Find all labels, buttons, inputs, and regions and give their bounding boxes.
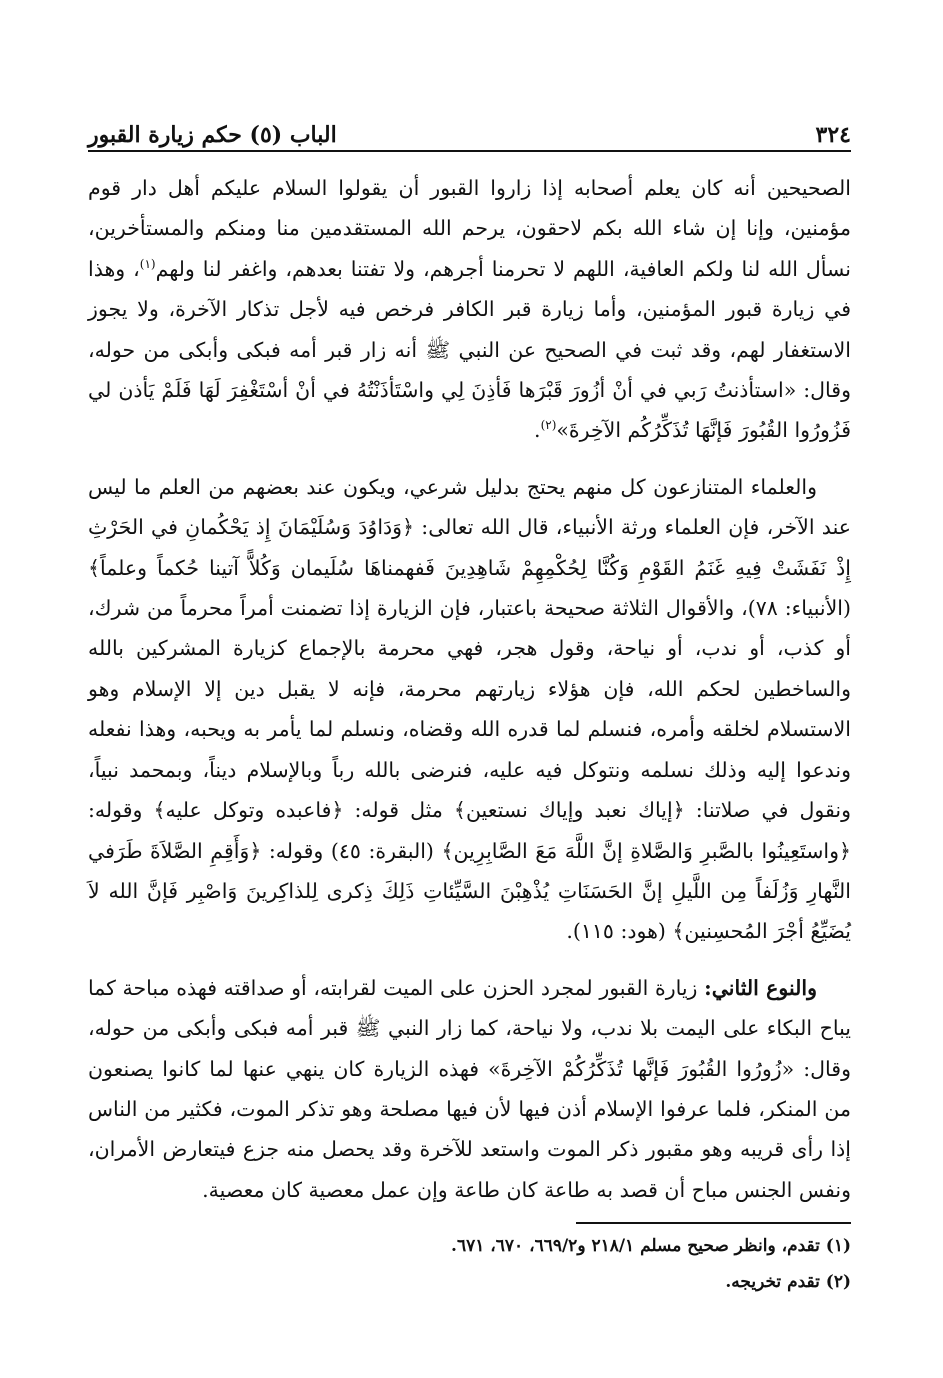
paragraph-3 — [88, 968, 851, 1210]
footnotes — [88, 1228, 851, 1300]
page-number: ٣٢٤ — [815, 122, 851, 148]
footnote-ref-1: (١) — [139, 256, 156, 271]
header-rule — [88, 150, 851, 152]
footnote-2: (٢) تقدم تخريجه. — [725, 1272, 851, 1292]
paragraph-1-part-b: ، وهذا في زيارة قبور المؤمنين، وأما زيارة قبر الكافر فرخص فيه لأجل تذكار الآخرة، ولا يجوز الاستغفار لهم، وقد ثبت في الصحيح عن النبي ﷺ أنه زار قبر أمه فبكى وأبكى من حوله، وقال: «استأذنتُ رَبي في أنْ أزُورَ قَبْرَها فَأذِنَ لِي واسْتَأذَنْتُهُ في أنْ أسْتَغْفِرَ لَهَا فَلَمْ يَأذن لي فَزُورُوا القُبُورَ فَإنَّهَا تُذَكِّرُكُم الآخِرةَ» — [88, 256, 851, 443]
running-head — [88, 112, 851, 148]
footnote-ref-2: (٢) — [540, 418, 557, 433]
main-text — [88, 168, 851, 1210]
paragraph-1-part-c: . — [534, 418, 541, 443]
paragraph-1 — [88, 168, 851, 451]
paragraph-3-text: زيارة القبور لمجرد الحزن على الميت لقرابته، أو صداقته فهذه مباحة كما يباح البكاء على اليمت بلا ندب، ولا نياحة، كما زار النبي ﷺ قبر أمه فبكى وأبكى من حوله، وقال: «زُورُوا القُبُورَ فَإنَّها تُذَكِّرُكُمْ الآخِرةَ» فهذه الزيارة كان ينهي عنها لما كانوا يصنعون من المنكر، فلما عرفوا الإسلام أذن فيها لأن فيها مصلحة وهو تذكر الموت، فكثير من الناس إذا رأى قريبه وهو مقبور ذكر الموت واستعد للآخرة وقد يحصل منه جزع فيتعارض الأمران، ونفس الجنس مباح أن قصد به طاعة كان طاعة وإن عمل معصية كان معصية. — [88, 975, 851, 1202]
paragraph-1-part-a: الصحيحين أنه كان يعلم أصحابه إذا زاروا القبور أن يقولوا السلام عليكم أهل دار قوم مؤمنين، وإنا إن شاء الله بكم لاحقون، يرحم الله المستقدمين منا ومنكم والمستأخرين، نسأل الله لنا ولكم العافية، اللهم لا تحرمنا أجرهم، ولا تفتنا بعدهم، واغفر لنا ولهم — [88, 176, 851, 281]
chapter-title: الباب (٥) حكم زيارة القبور — [88, 122, 337, 148]
footnote-rule — [576, 1222, 851, 1224]
paragraph-3-lead: والنوع الثاني: — [704, 975, 817, 1000]
footnote-1: (١) تقدم، وانظر صحيح مسلم ٢١٨/١ و٦٦٩/٢، ٦٧٠، ٦٧١. — [451, 1236, 851, 1256]
paragraph-2: والعلماء المتنازعون كل منهم يحتج بدليل شرعي، ويكون عند بعضهم من العلم ما ليس عند الآخر، فإن العلماء ورثة الأنبياء، قال الله تعالى: ﴿وَدَاوُدَ وَسُلَيْمَانَ إِذ يَحْكُمانِ في الحَرْثِ إِذْ نَفَشَتْ فِيهِ غَنَمُ القَوْمِ وَكُنَّا لِحُكْمِهِمْ شَاهِدِينَ فَفهمناهَا سُلَيمان وَكُلاًّ آتينا حُكماً وعلماً﴾ (الأنبياء: ٧٨)، والأقوال الثلاثة صحيحة باعتبار، فإن الزيارة إذا تضمنت أمراً محرماً من شرك، أو كذب، أو ندب، أو نياحة، وقول هجر، فهي محرمة بالإجماع كزيارة المشركين بالله والساخطين لحكم الله، فإن هؤلاء زيارتهم محرمة، فإنه لا يقبل دين إلا الإسلام وهو الاستسلام لخلقه وأمره، فنسلم لما قدره الله وقضاه، ونسلم لما يأمر به ويحبه، وهذا نفعله وندعوا إليه وذلك نسلمه ونتوكل فيه عليه، فنرضى بالله رباً وبالإسلام ديناً، وبمحمد نبياً، ونقول في صلاتنا: ﴿إياك نعبد وإياك نستعين﴾ مثل قوله: ﴿فاعبده وتوكل عليه﴾ وقوله: ﴿واستَعِينُوا بالصَّبرِ وَالصَّلاةِ إنَّ اللَّهَ مَعَ الصَّابِرِين﴾ (البقرة: ٤٥) وقوله: ﴿وَأَقِمِ الصَّلاَةَ طَرَفي النَّهارِ وَزُلَفاً مِن اللَّيلِ إنَّ الحَسَنَاتِ يُذْهِبْنَ السَّيِّئاتِ ذَلِكَ ذِكرى لِلذاكِرينَ وَاصْبِر فَإنَّ الله لاَ يُضَيِّعُ أجْرَ المُحسِنين﴾ (هود: ١١٥). — [88, 474, 851, 944]
